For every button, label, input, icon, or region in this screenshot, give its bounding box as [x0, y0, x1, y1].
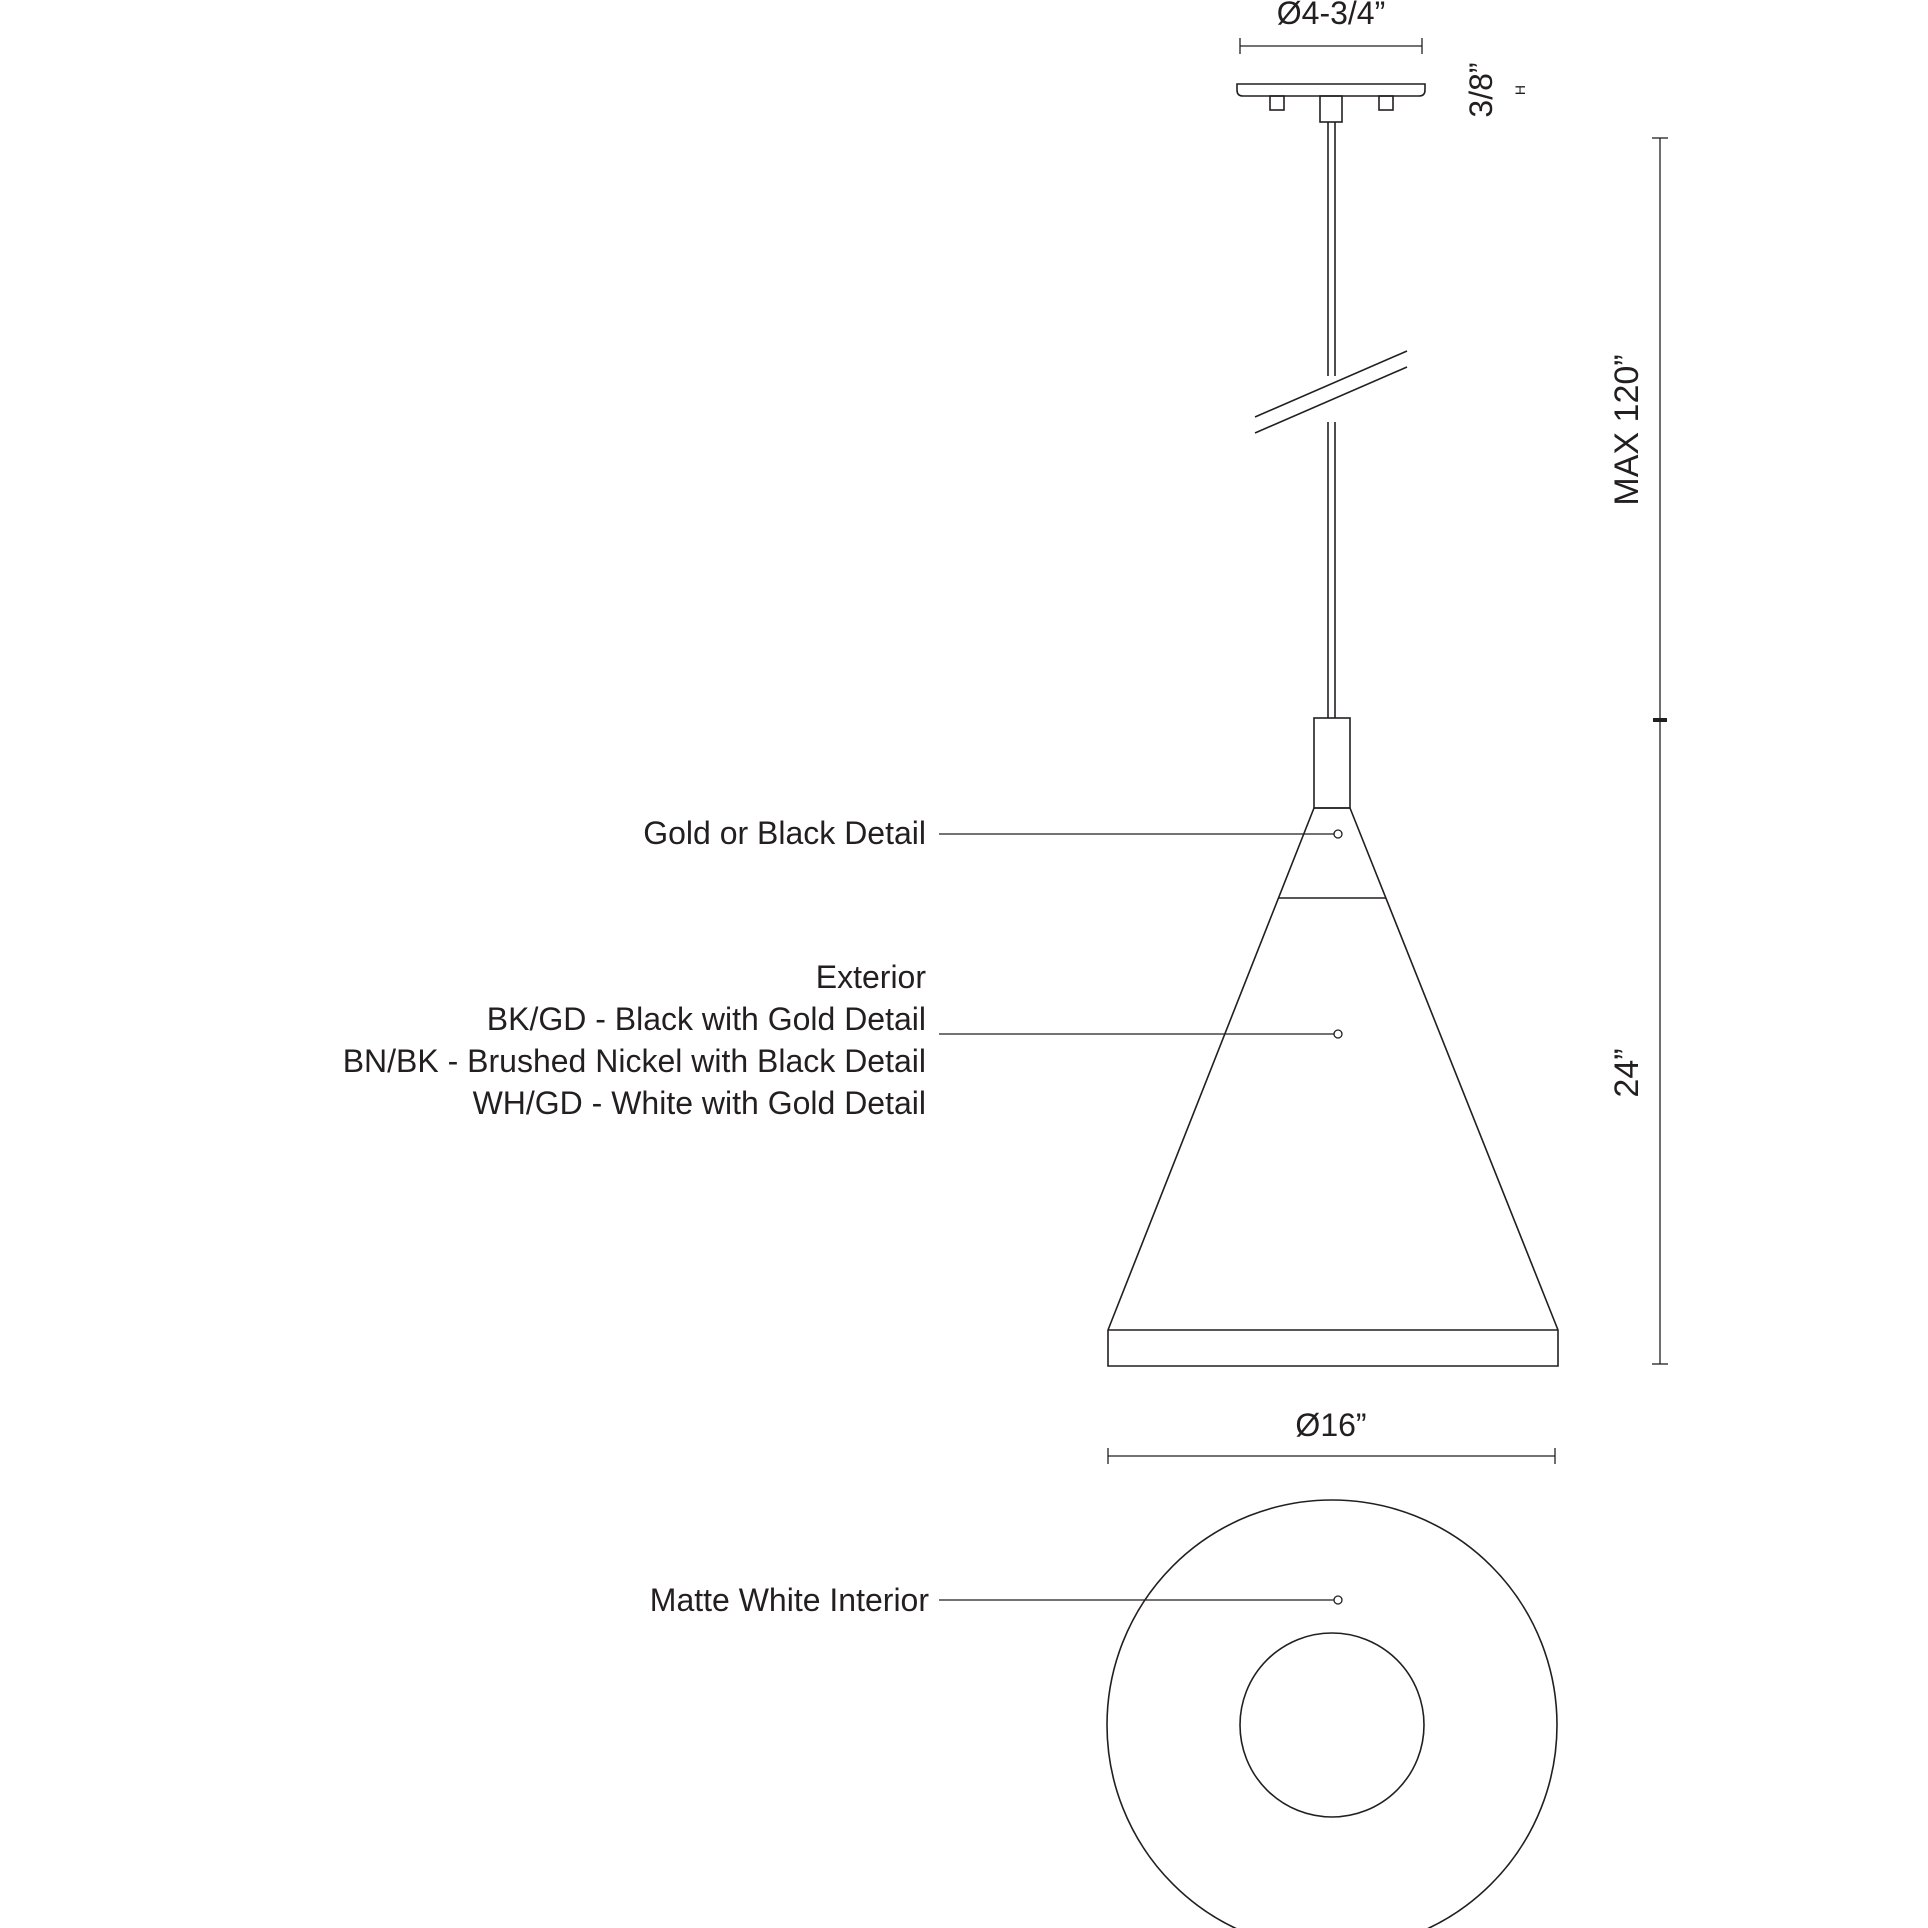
stem-break-symbol	[1255, 351, 1407, 433]
exterior-option: WH/GD - White with Gold Detail	[472, 1085, 926, 1121]
canopy-height-marker: H	[1512, 84, 1528, 96]
exterior-option: BN/BK - Brushed Nickel with Black Detail	[342, 1043, 926, 1079]
canopy-diameter-label: Ø4-3/4”	[1276, 0, 1386, 31]
canopy-height-dimension	[1463, 62, 1528, 117]
shade-diameter-label: Ø16”	[1295, 1407, 1367, 1443]
canopy-height-label: 3/8”	[1463, 62, 1499, 118]
exterior-title: Exterior	[815, 959, 926, 995]
fixture-height-label: 24”	[1608, 1048, 1646, 1098]
stem	[1328, 122, 1335, 718]
max-overall-label: MAX 120”	[1608, 354, 1646, 506]
canopy	[1237, 84, 1425, 122]
callout-exterior	[343, 959, 1342, 1121]
socket-cup	[1314, 718, 1350, 808]
shade-opening-circle	[1240, 1633, 1424, 1817]
exterior-option: BK/GD - Black with Gold Detail	[486, 1001, 926, 1037]
callout-interior	[650, 1582, 1342, 1618]
canopy-diameter-dimension	[1240, 0, 1422, 54]
shade-outer-circle	[1107, 1500, 1557, 1928]
height-dimension	[1608, 138, 1668, 1364]
shade-diameter-dimension	[1108, 1407, 1555, 1464]
callout-interior-label: Matte White Interior	[649, 1582, 929, 1618]
callout-detail	[643, 815, 1342, 851]
cone-shade	[1108, 808, 1558, 1366]
bottom-view	[1107, 1500, 1557, 1928]
callout-detail-label: Gold or Black Detail	[643, 815, 926, 851]
